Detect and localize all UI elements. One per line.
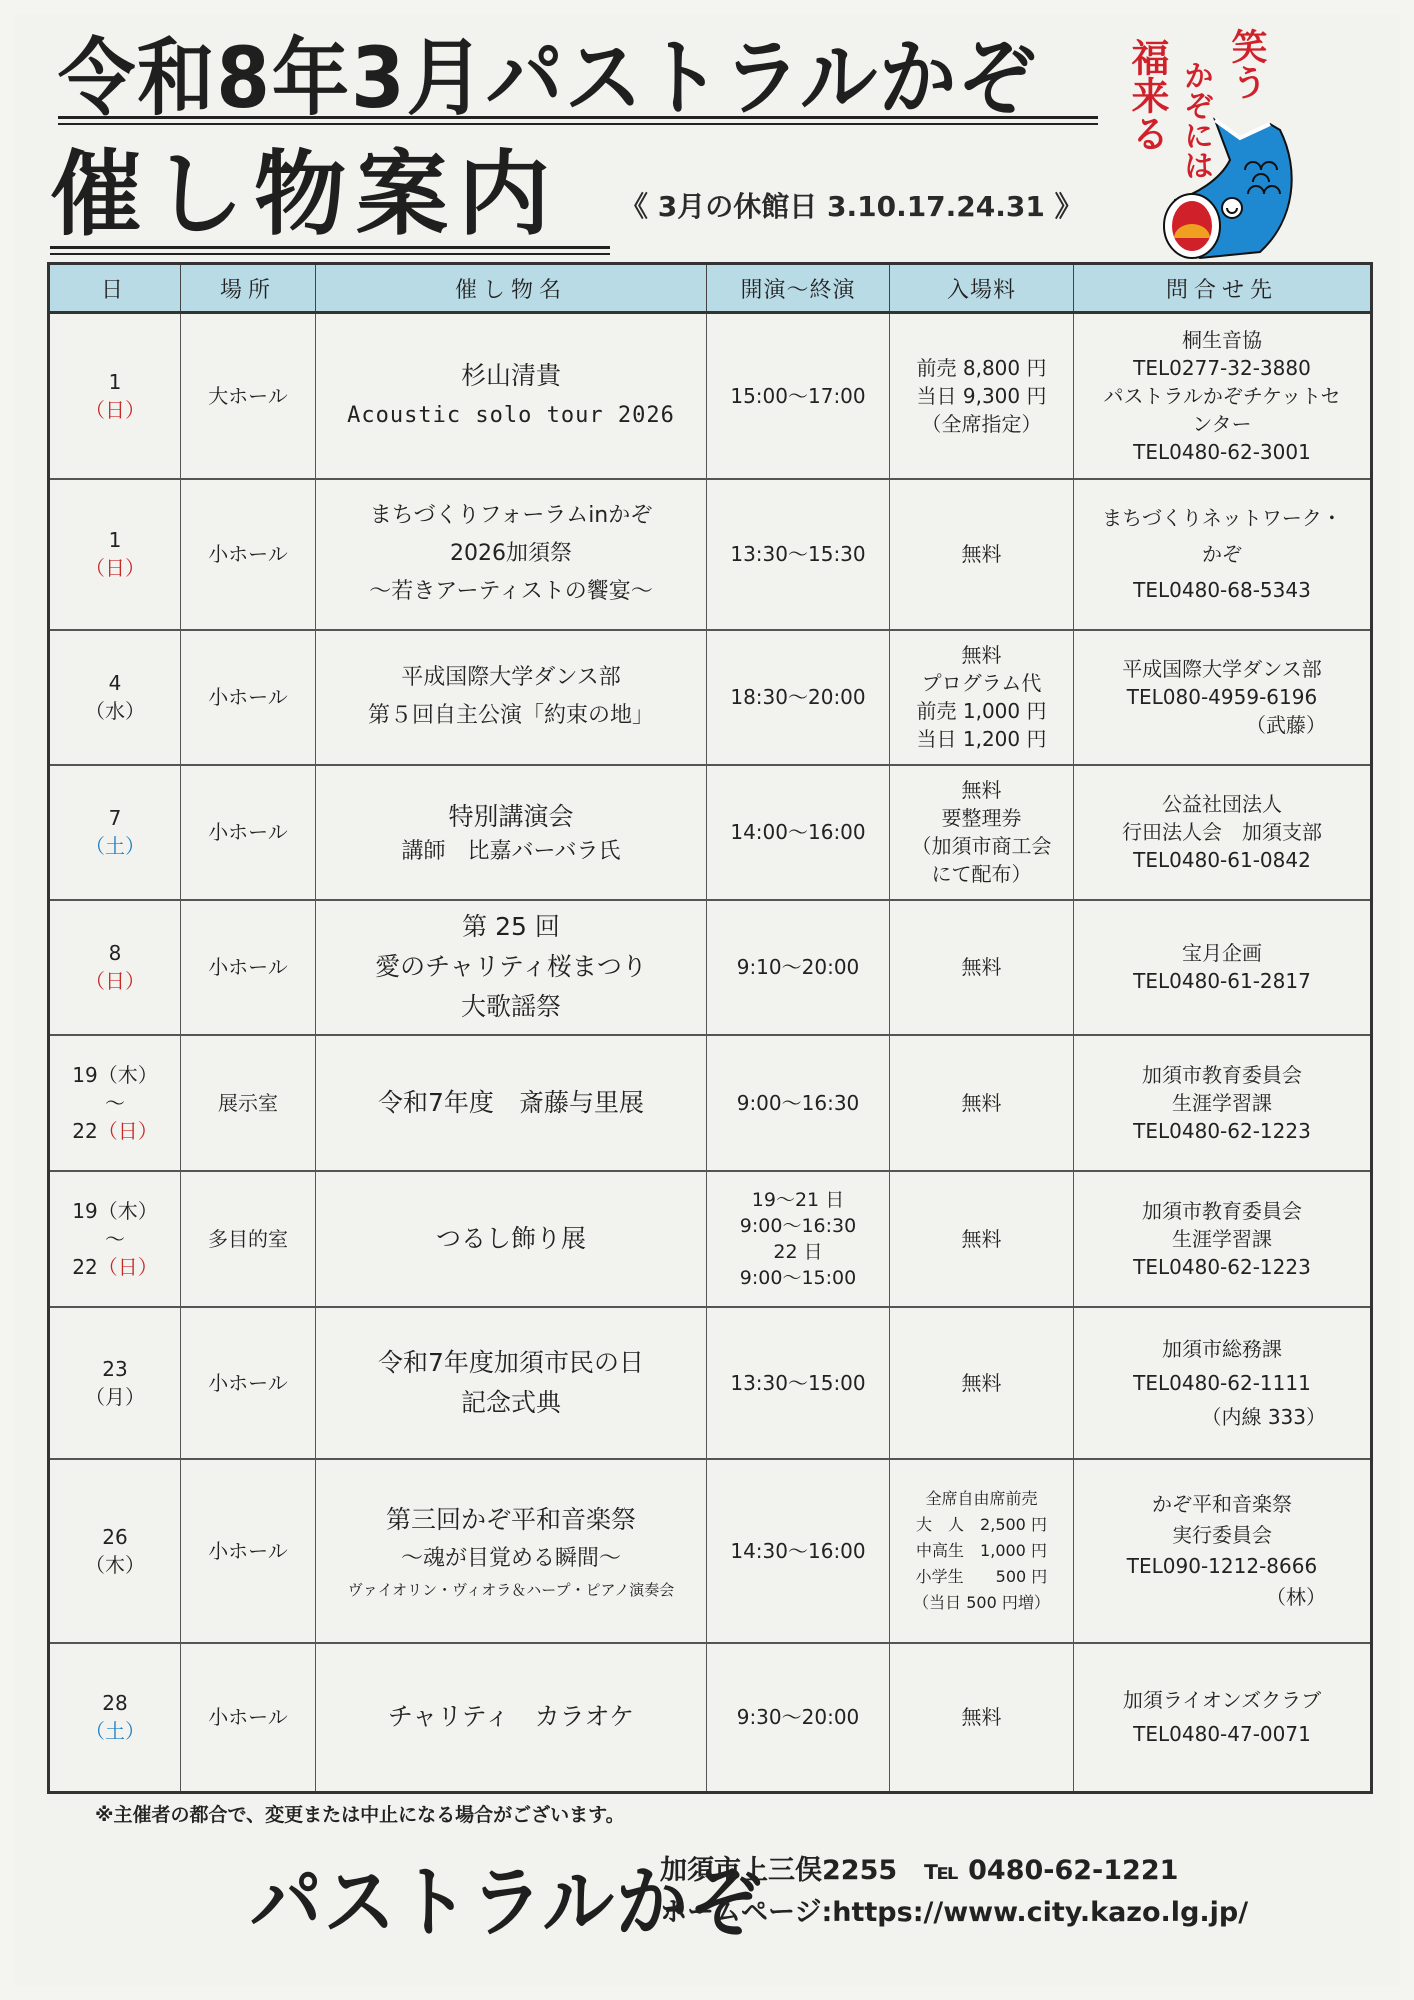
venue-cell: 小ホール bbox=[181, 900, 316, 1035]
table-row bbox=[49, 313, 1372, 479]
table-row bbox=[49, 1171, 1372, 1307]
events-table bbox=[47, 262, 1373, 1794]
contact-cell: 宝月企画 TEL0480-61-2817 bbox=[1074, 900, 1372, 1035]
fee-cell: 前売 8,800 円 当日 9,300 円 （全席指定） bbox=[890, 313, 1074, 479]
day-of-week: （日） bbox=[97, 1254, 158, 1279]
venue-cell: 小ホール bbox=[181, 479, 316, 630]
contact-cell: 加須市教育委員会 生涯学習課 TEL0480-62-1223 bbox=[1074, 1171, 1372, 1307]
column-header-date: 日 bbox=[49, 264, 181, 313]
date-cell: 28 （土） bbox=[49, 1643, 181, 1793]
venue-cell: 小ホール bbox=[181, 1643, 316, 1793]
date-cell: 23 （月） bbox=[49, 1307, 181, 1459]
venue-address: 加須市上三俣2255 ℡ 0480-62-1221 bbox=[660, 1855, 1179, 1886]
fee-cell: 無料 bbox=[890, 900, 1074, 1035]
day-of-week: （水） bbox=[85, 699, 145, 723]
carp-streamer-icon bbox=[1120, 20, 1380, 260]
column-header-time: 開演～終演 bbox=[707, 264, 890, 313]
contact-cell: 公益社団法人 行田法人会 加須支部 TEL0480-61-0842 bbox=[1074, 765, 1372, 900]
time-cell: 15:00～17:00 bbox=[707, 313, 890, 479]
venue-cell: 多目的室 bbox=[181, 1171, 316, 1307]
slogan-line2: かぞには bbox=[1178, 60, 1213, 180]
contact-cell: 加須市教育委員会 生涯学習課 TEL0480-62-1223 bbox=[1074, 1035, 1372, 1171]
time-cell: 18:30～20:00 bbox=[707, 630, 890, 765]
time-cell: 13:30～15:30 bbox=[707, 479, 890, 630]
contact-cell: かぞ平和音楽祭 実行委員会 TEL090-1212-8666 （林） bbox=[1074, 1459, 1372, 1643]
table-row bbox=[49, 479, 1372, 630]
contact-cell: 桐生音協 TEL0277-32-3880 パストラルかぞチケットセ ンター TEL0480-62-3001 bbox=[1074, 313, 1372, 479]
column-header-venue: 場所 bbox=[181, 264, 316, 313]
table-row bbox=[49, 900, 1372, 1035]
event-cell: つるし飾り展 bbox=[316, 1171, 707, 1307]
time-cell: 14:00～16:00 bbox=[707, 765, 890, 900]
event-cell: まちづくりフォーラムinかぞ 2026加須祭 ～若きアーティストの饗宴～ bbox=[316, 479, 707, 630]
day-of-week: （日） bbox=[97, 1118, 158, 1143]
time-cell: 13:30～15:00 bbox=[707, 1307, 890, 1459]
time-cell: 19～21 日 9:00～16:30 22 日 9:00～15:00 bbox=[707, 1171, 890, 1307]
subtitle-underline bbox=[50, 246, 610, 255]
homepage-link[interactable]: ホームページ:https://www.city.kazo.lg.jp/ bbox=[660, 1897, 1249, 1928]
fee-cell: 無料 bbox=[890, 1307, 1074, 1459]
event-cell: 平成国際大学ダンス部 第５回自主公演「約束の地」 bbox=[316, 630, 707, 765]
fee-cell: 無料 bbox=[890, 1035, 1074, 1171]
venue-cell: 大ホール bbox=[181, 313, 316, 479]
table-header-row bbox=[49, 264, 1372, 313]
table-row bbox=[49, 765, 1372, 900]
date-cell: 7 （土） bbox=[49, 765, 181, 900]
event-cell: 特別講演会 講師 比嘉バーバラ氏 bbox=[316, 765, 707, 900]
event-cell: 第三回かぞ平和音楽祭 ～魂が目覚める瞬間～ ヴァイオリン・ヴィオラ＆ハープ・ピアノ演奏会 bbox=[316, 1459, 707, 1643]
time-cell: 9:10～20:00 bbox=[707, 900, 890, 1035]
column-header-fee: 入場料 bbox=[890, 264, 1074, 313]
fee-cell: 全席自由席前売 大 人 2,500 円 中高生 1,000 円 小学生 500 円 （当日 500 円増） bbox=[890, 1459, 1074, 1643]
slogan-line3: 福来る bbox=[1125, 38, 1169, 152]
table-row bbox=[49, 630, 1372, 765]
venue-cell: 小ホール bbox=[181, 1459, 316, 1643]
table-row bbox=[49, 1307, 1372, 1459]
table-row bbox=[49, 1459, 1372, 1643]
venue-logo: パストラルかぞ bbox=[250, 1858, 764, 1948]
venue-cell: 小ホール bbox=[181, 765, 316, 900]
day-of-week: （日） bbox=[85, 397, 145, 422]
date-cell: 1 （日） bbox=[49, 313, 181, 479]
date-cell: 26 （木） bbox=[49, 1459, 181, 1643]
date-cell: 19（木） ～ 22（日） bbox=[49, 1171, 181, 1307]
day-of-week: （日） bbox=[85, 556, 145, 580]
closed-days-notice: 《 3月の休館日 3.10.17.24.31 》 bbox=[620, 190, 1083, 223]
time-cell: 9:00～16:30 bbox=[707, 1035, 890, 1171]
day-of-week: （日） bbox=[85, 969, 145, 993]
date-cell: 19（木） ～ 22（日） bbox=[49, 1035, 181, 1171]
koinobori-mascot-icon bbox=[1120, 20, 1380, 260]
time-cell: 14:30～16:00 bbox=[707, 1459, 890, 1643]
table-row bbox=[49, 1035, 1372, 1171]
contact-cell: まちづくりネットワーク・ かぞ TEL0480-68-5343 bbox=[1074, 479, 1372, 630]
fee-cell: 無料 要整理券 （加須市商工会 にて配布） bbox=[890, 765, 1074, 900]
event-cell: 第 25 回 愛のチャリティ桜まつり 大歌謡祭 bbox=[316, 900, 707, 1035]
event-cell: チャリティ カラオケ bbox=[316, 1643, 707, 1793]
fee-cell: 無料 bbox=[890, 1643, 1074, 1793]
slogan-line1: 笑う bbox=[1226, 28, 1267, 100]
venue-cell: 展示室 bbox=[181, 1035, 316, 1171]
date-cell: 1 （日） bbox=[49, 479, 181, 630]
event-cell: 令和7年度加須市民の日 記念式典 bbox=[316, 1307, 707, 1459]
date-cell: 8 （日） bbox=[49, 900, 181, 1035]
time-cell: 9:30～20:00 bbox=[707, 1643, 890, 1793]
column-header-event: 催し物名 bbox=[316, 264, 707, 313]
page-title: 令和8年3月パストラルかぞ bbox=[58, 29, 1038, 127]
fee-cell: 無料 プログラム代 前売 1,000 円 当日 1,200 円 bbox=[890, 630, 1074, 765]
contact-cell: 加須市総務課 TEL0480-62-1111 （内線 333） bbox=[1074, 1307, 1372, 1459]
venue-cell: 小ホール bbox=[181, 1307, 316, 1459]
event-cell: 杉山清貴 Acoustic solo tour 2026 bbox=[316, 313, 707, 479]
day-of-week: （土） bbox=[85, 1719, 145, 1744]
disclaimer-note: ※主催者の都合で、変更または中止になる場合がございます。 bbox=[95, 1804, 625, 1826]
title-underline bbox=[58, 116, 1098, 125]
day-of-week: （土） bbox=[85, 834, 145, 858]
date-cell: 4 （水） bbox=[49, 630, 181, 765]
page-subtitle: 催し物案内 bbox=[50, 141, 561, 248]
event-cell: 令和7年度 斎藤与里展 bbox=[316, 1035, 707, 1171]
day-of-week: （月） bbox=[85, 1384, 145, 1409]
contact-cell: 加須ライオンズクラブ TEL0480-47-0071 bbox=[1074, 1643, 1372, 1793]
contact-cell: 平成国際大学ダンス部 TEL080-4959-6196 （武藤） bbox=[1074, 630, 1372, 765]
column-header-contact: 問合せ先 bbox=[1074, 264, 1372, 313]
fee-cell: 無料 bbox=[890, 1171, 1074, 1307]
table-row bbox=[49, 1643, 1372, 1793]
fee-cell: 無料 bbox=[890, 479, 1074, 630]
venue-cell: 小ホール bbox=[181, 630, 316, 765]
day-of-week: （木） bbox=[85, 1552, 145, 1577]
